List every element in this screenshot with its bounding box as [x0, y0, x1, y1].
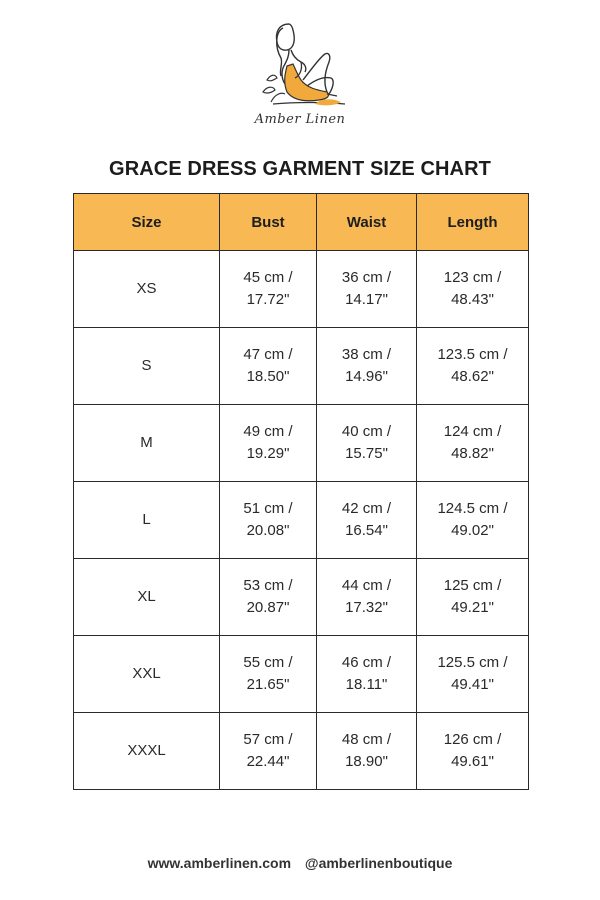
cell-waist-cm: 40 cm / — [341, 423, 392, 440]
cell-length-cm: 124.5 cm / — [437, 500, 508, 517]
cell-length — [417, 328, 529, 405]
cell-bust-cm: 51 cm / — [243, 500, 293, 517]
header-length: Length — [417, 194, 529, 251]
cell-length-in: 49.61" — [451, 753, 494, 770]
cell-bust-cm: 47 cm / — [243, 346, 293, 363]
cell-bust — [220, 405, 317, 482]
table-row — [74, 482, 529, 559]
cell-waist-in: 18.11" — [345, 676, 388, 693]
cell-length — [417, 636, 529, 713]
cell-bust-cm: 45 cm / — [243, 269, 293, 286]
cell-length-in: 49.41" — [451, 676, 494, 693]
cell-bust-in: 21.65" — [246, 676, 290, 693]
cell-bust — [220, 328, 317, 405]
cell-bust-in: 20.87" — [246, 599, 290, 616]
cell-length — [417, 559, 529, 636]
cell-length-in: 48.43" — [451, 291, 494, 308]
cell-waist-in: 18.90" — [345, 753, 388, 770]
social-handle[interactable]: @amberlinenboutique — [304, 855, 453, 871]
cell-bust — [220, 636, 317, 713]
cell-length — [417, 405, 529, 482]
cell-length — [417, 251, 529, 328]
table-row — [74, 328, 529, 405]
cell-waist — [317, 636, 417, 713]
page-title: GRACE DRESS GARMENT SIZE CHART — [109, 158, 491, 180]
header-size: Size — [74, 194, 220, 251]
cell-size: XL — [74, 559, 220, 636]
cell-bust-cm: 53 cm / — [243, 577, 293, 594]
cell-length-in: 48.82" — [451, 445, 494, 462]
table-row — [74, 559, 529, 636]
cell-waist-cm: 46 cm / — [341, 654, 392, 671]
cell-length-cm: 125 cm / — [443, 577, 502, 594]
table-row — [74, 251, 529, 328]
cell-waist — [317, 559, 417, 636]
brand-logo — [0, 18, 600, 127]
cell-length-cm: 123 cm / — [443, 269, 502, 286]
cell-waist-cm: 36 cm / — [341, 269, 392, 286]
cell-waist — [317, 328, 417, 405]
cell-size: L — [74, 482, 220, 559]
cell-waist-cm: 42 cm / — [341, 500, 392, 517]
cell-bust-cm: 49 cm / — [243, 423, 293, 440]
table-row — [74, 713, 529, 790]
cell-waist-in: 16.54" — [345, 522, 388, 539]
cell-length-cm: 124 cm / — [443, 423, 502, 440]
cell-waist — [317, 482, 417, 559]
cell-bust — [220, 251, 317, 328]
cell-waist — [317, 405, 417, 482]
cell-bust-cm: 55 cm / — [243, 654, 293, 671]
cell-size: S — [74, 328, 220, 405]
cell-length-in: 49.21" — [451, 599, 494, 616]
header-bust: Bust — [220, 194, 317, 251]
cell-size: M — [74, 405, 220, 482]
cell-length-cm: 123.5 cm / — [437, 346, 508, 363]
cell-waist-in: 17.32" — [345, 599, 388, 616]
cell-waist-in: 14.96" — [345, 368, 388, 385]
cell-waist-in: 15.75" — [345, 445, 388, 462]
cell-size: XXXL — [74, 713, 220, 790]
seated-woman-icon — [245, 18, 355, 110]
cell-bust — [220, 559, 317, 636]
size-chart-table — [73, 193, 529, 790]
cell-waist-cm: 44 cm / — [341, 577, 392, 594]
footer — [0, 855, 600, 871]
cell-bust-in: 17.72" — [246, 291, 290, 308]
cell-length — [417, 482, 529, 559]
cell-bust-in: 18.50" — [246, 368, 290, 385]
table-row — [74, 405, 529, 482]
cell-length — [417, 713, 529, 790]
website-link[interactable]: www.amberlinen.com — [147, 855, 292, 871]
cell-length-in: 48.62" — [451, 368, 494, 385]
cell-bust — [220, 713, 317, 790]
cell-length-cm: 126 cm / — [443, 731, 502, 748]
cell-length-cm: 125.5 cm / — [437, 654, 508, 671]
cell-bust-in: 22.44" — [246, 753, 290, 770]
brand-name: Amber Linen — [254, 112, 346, 127]
cell-waist-in: 14.17" — [345, 291, 388, 308]
cell-bust-in: 20.08" — [246, 522, 290, 539]
cell-waist-cm: 38 cm / — [341, 346, 392, 363]
table-header-row — [74, 194, 529, 251]
cell-bust — [220, 482, 317, 559]
cell-bust-in: 19.29" — [246, 445, 290, 462]
header-waist: Waist — [317, 194, 417, 251]
cell-bust-cm: 57 cm / — [243, 731, 293, 748]
cell-waist-cm: 48 cm / — [341, 731, 392, 748]
cell-waist — [317, 713, 417, 790]
cell-waist — [317, 251, 417, 328]
cell-size: XS — [74, 251, 220, 328]
cell-length-in: 49.02" — [451, 522, 494, 539]
table-row — [74, 636, 529, 713]
cell-size: XXL — [74, 636, 220, 713]
